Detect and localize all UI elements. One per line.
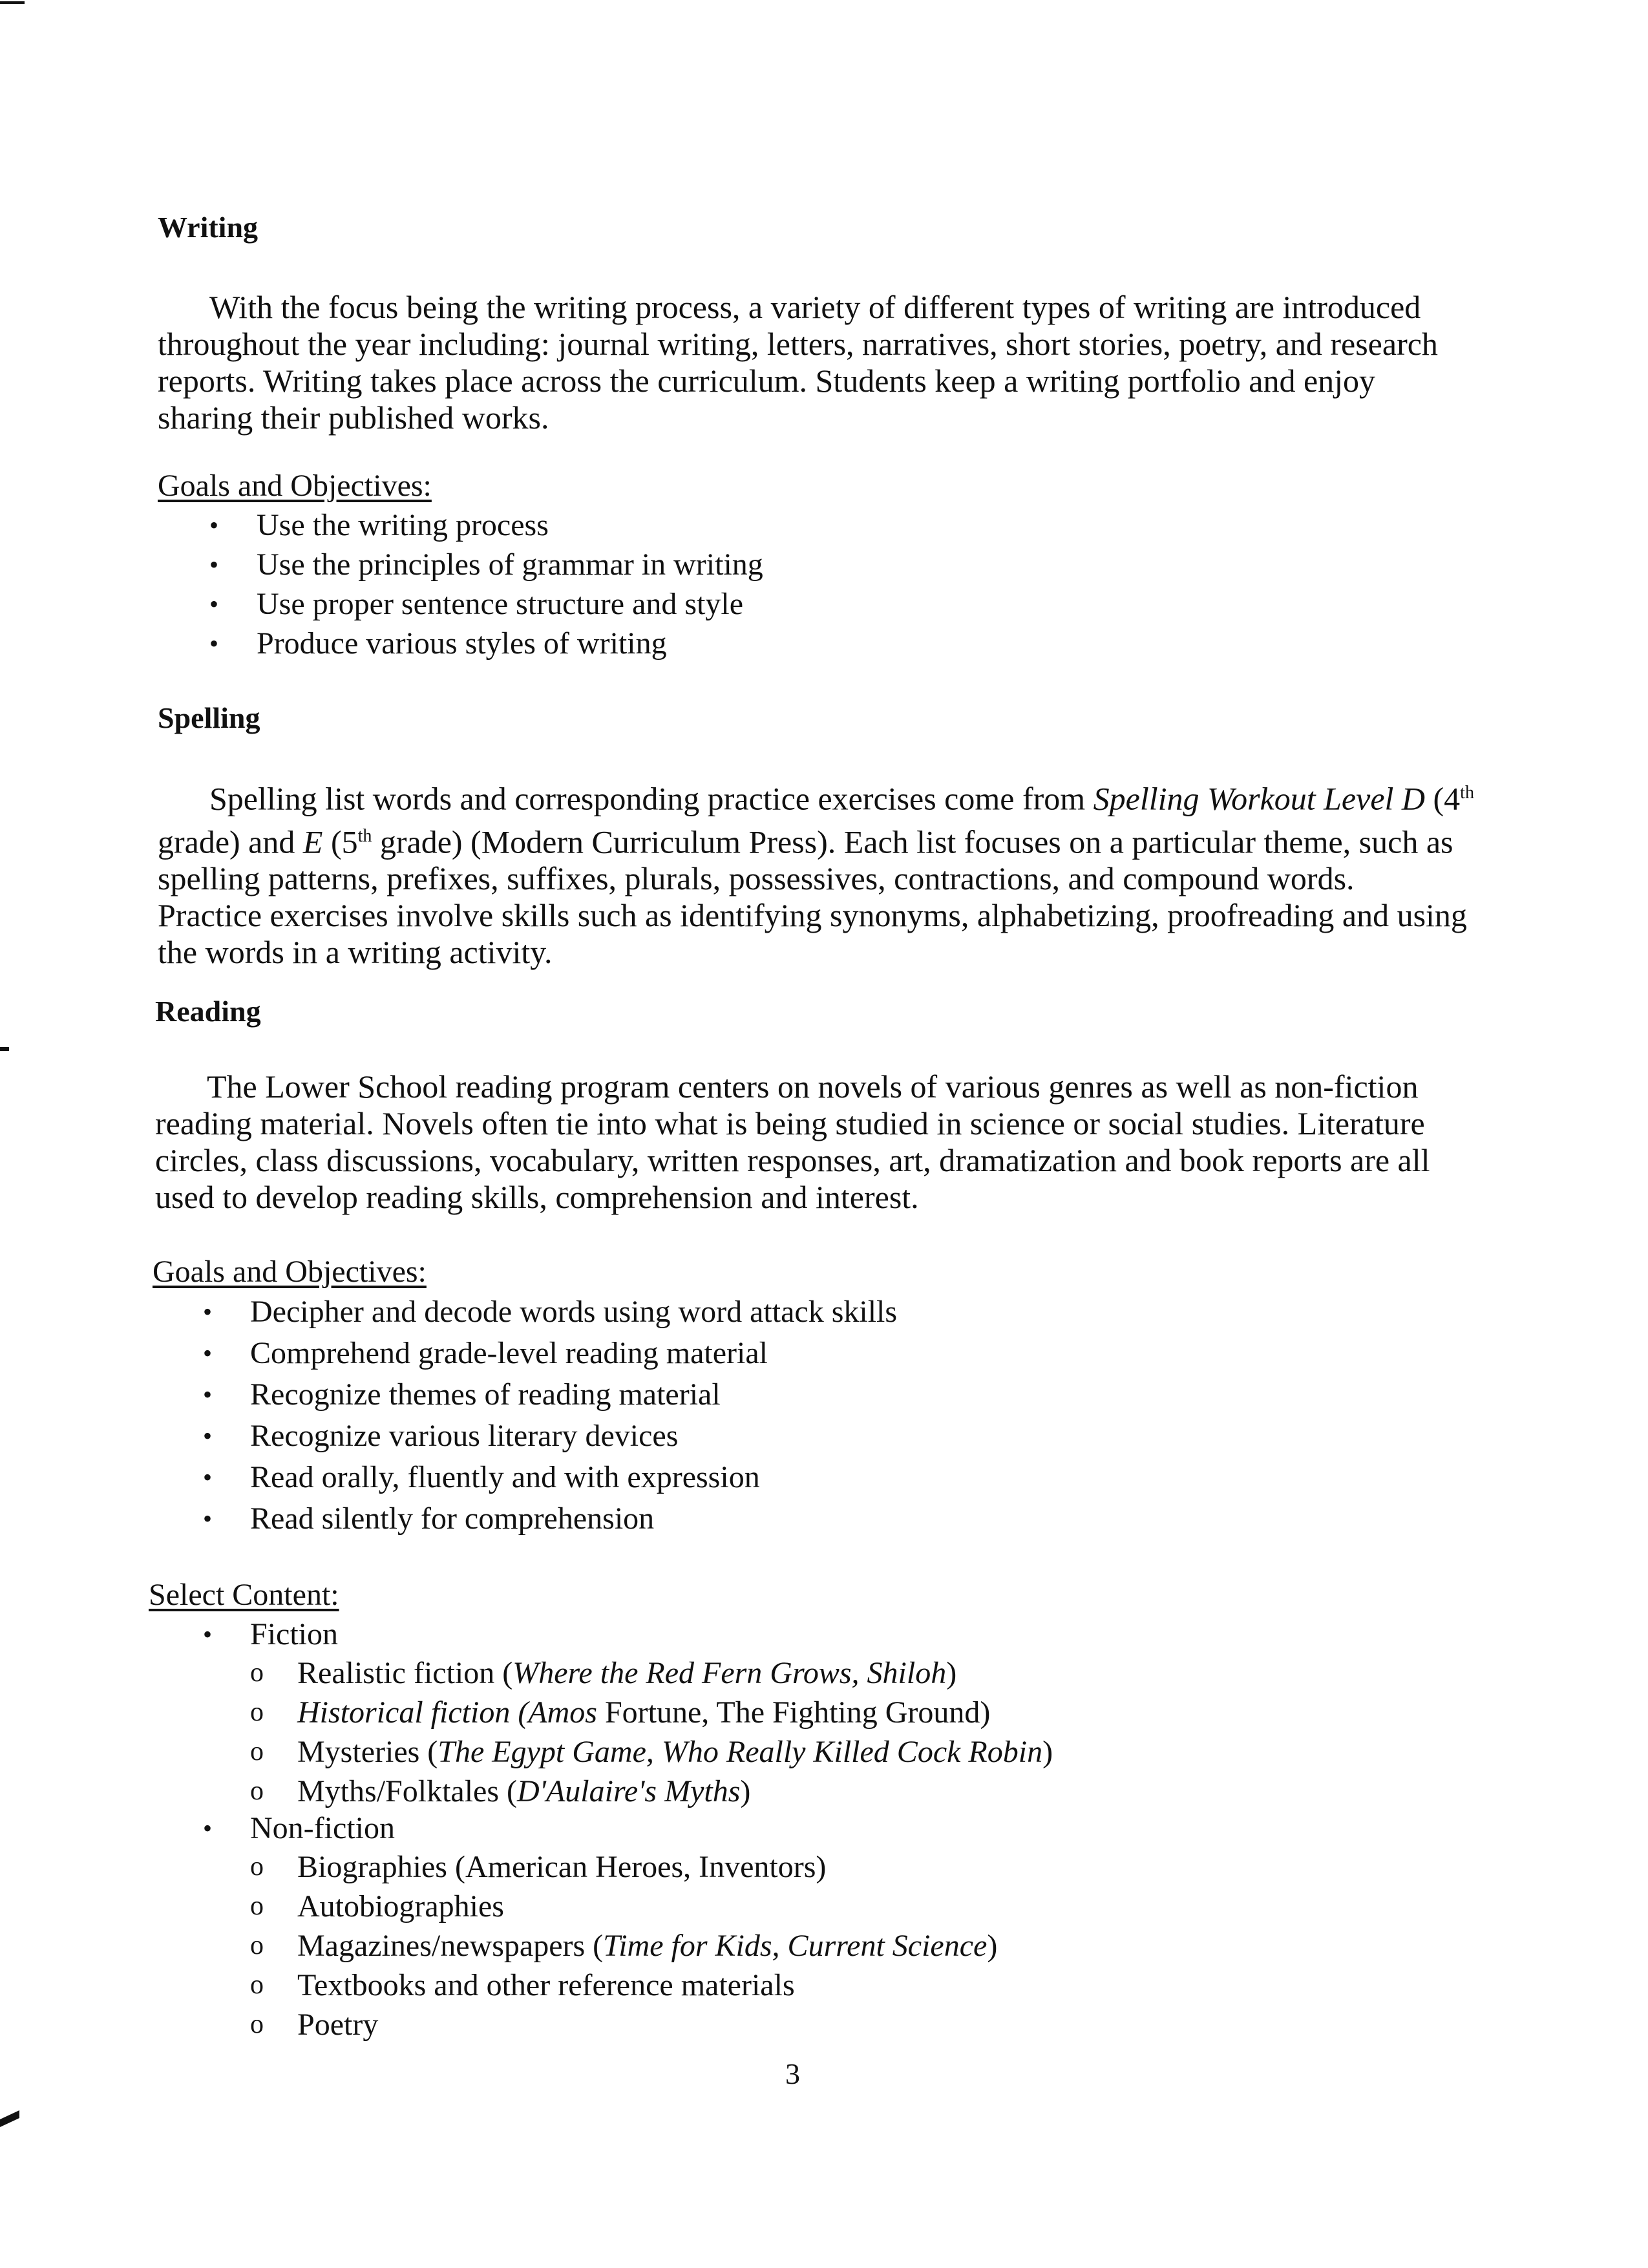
content-list [203,1808,395,1848]
sub-bullet-icon: o [250,1970,264,2000]
list-item: • Use the principles of grammar in writing [257,545,763,584]
writing-paragraph-line: With the focus being the writing process, a variety of different types of writing are introduced [209,289,1421,325]
list-item: o Autobiographies [297,1887,997,1926]
reading-paragraph [155,1068,1430,1216]
list-item: • Recognize various literary devices [250,1415,897,1457]
list-item: o Mysteries (The Egypt Game, Who Really Killed Cock Robin) [297,1732,1053,1772]
spelling-paragraph-line: the words in a writing activity. [158,934,553,971]
scan-mark-left [0,1047,9,1051]
reading-goals-list [203,1291,898,1540]
sub-bullet-icon: o [250,1852,264,1881]
sub-bullet-icon: o [250,1658,264,1688]
list-item: o Myths/Folktales (D'Aulaire's Myths) [297,1772,1053,1811]
bullet-icon: • [203,1814,213,1843]
list-item: • Comprehend grade-level reading material [250,1333,897,1374]
list-item: • Read orally, fluently and with expression [250,1457,897,1498]
reading-goals-label: Goals and Objectives: [153,1255,427,1289]
writing-paragraph-line: reports. Writing takes place across the curriculum. Students keep a writing portfolio and enjoy [158,363,1376,399]
list-item: o Biographies (American Heroes, Inventors) [297,1847,997,1887]
spelling-paragraph-line: grade) and E (5th grade) (Modern Curriculum Press). Each list focuses on a particular theme, such as [158,823,1453,860]
bullet-icon: • [203,1504,213,1533]
list-item: • Recognize themes of reading material [250,1374,897,1415]
list-item: • Use the writing process [257,505,763,545]
writing-goals-label: Goals and Objectives: [158,469,432,503]
nonfiction-sublist [250,1847,998,2044]
bullet-icon: • [203,1339,213,1368]
list-item: o Realistic fiction (Where the Red Fern Grows, Shiloh) [297,1653,1053,1693]
sub-bullet-icon: o [250,1931,264,1960]
list-item-nonfiction: • Non-fiction [250,1808,395,1848]
bullet-icon: • [209,511,219,540]
list-item: o Textbooks and other reference materials [297,1966,997,2005]
bullet-icon: • [209,629,219,658]
spelling-paragraph-line: spelling patterns, prefixes, suffixes, plurals, possessives, contractions, and compound words. [158,860,1355,897]
sub-bullet-icon: o [250,2009,264,2039]
reading-heading: Reading [155,995,261,1028]
fiction-sublist [250,1653,1053,1811]
scan-mark-top-left [0,1,25,4]
bullet-icon: • [203,1421,213,1450]
writing-paragraph-line: throughout the year including: journal writing, letters, narratives, short stories, poetry, and research [158,326,1438,362]
spelling-paragraph [158,774,1474,971]
list-item: o Historical fiction (Amos Fortune, The Fighting Ground) [297,1693,1053,1732]
page-number: 3 [785,2057,800,2090]
bullet-icon: • [203,1380,213,1409]
reading-paragraph-line: circles, class discussions, vocabulary, written responses, art, dramatization and book reports are all [155,1142,1430,1178]
list-item-fiction: • Fiction [250,1615,338,1654]
sub-bullet-icon: o [250,1891,264,1921]
list-item: o Magazines/newspapers (Time for Kids, Current Science) [297,1926,997,1966]
bullet-icon: • [203,1463,213,1492]
reading-paragraph-line: The Lower School reading program centers on novels of various genres as well as non-fiction [207,1068,1419,1105]
bullet-icon: • [203,1620,213,1649]
spelling-paragraph-line: Practice exercises involve skills such as identifying synonyms, alphabetizing, proofreading and using [158,897,1467,934]
sub-bullet-icon: o [250,1737,264,1766]
content-list [203,1615,339,1654]
bullet-icon: • [209,589,219,619]
spelling-paragraph-line: Spelling list words and corresponding practice exercises come from Spelling Workout Level D (4th [209,780,1474,817]
writing-heading: Writing [158,211,259,244]
bullet-icon: • [203,1297,213,1326]
sub-bullet-icon: o [250,1776,264,1806]
writing-paragraph [158,289,1438,436]
sub-bullet-icon: o [250,1697,264,1727]
writing-paragraph-line: sharing their published works. [158,399,549,436]
spelling-heading: Spelling [158,701,260,734]
list-item: • Use proper sentence structure and style [257,584,763,624]
bullet-icon: • [209,550,219,579]
reading-paragraph-line: reading material. Novels often tie into what is being studied in science or social studies. Literature [155,1105,1425,1141]
scan-mark-bottom-left [0,2110,19,2127]
list-item: • Decipher and decode words using word attack skills [250,1291,897,1333]
list-item: o Poetry [297,2005,997,2044]
list-item: • Read silently for comprehension [250,1498,897,1540]
writing-goals-list [209,505,763,663]
reading-paragraph-line: used to develop reading skills, comprehension and interest. [155,1179,919,1215]
select-content-label: Select Content: [149,1578,339,1612]
spelling-book-title: Spelling Workout Level D [1093,780,1426,817]
list-item: • Produce various styles of writing [257,624,763,663]
